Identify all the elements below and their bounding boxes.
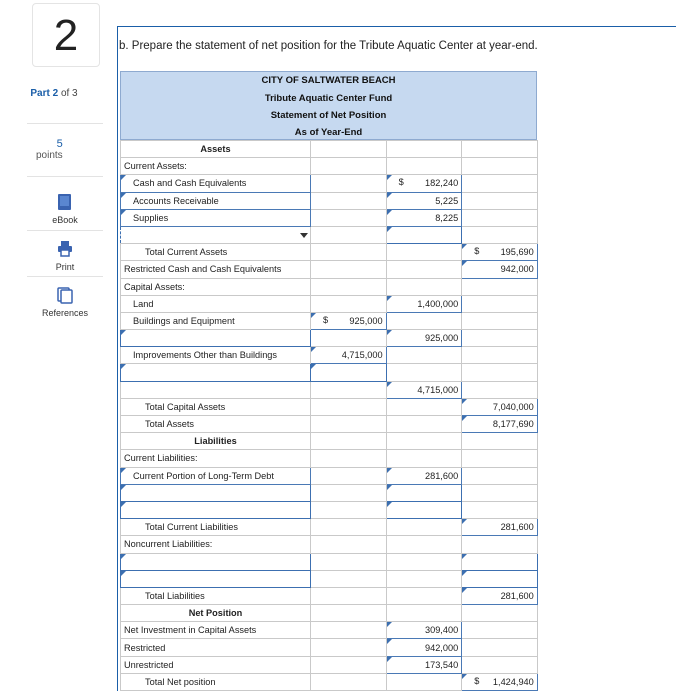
amount-c2: [386, 673, 462, 690]
row-label-text: Unrestricted: [124, 659, 174, 670]
row-label-text: Current Assets:: [124, 161, 187, 172]
divider: [27, 276, 103, 277]
amount-c2[interactable]: [386, 209, 462, 226]
amount-c3[interactable]: [462, 570, 538, 587]
amount-c2[interactable]: [386, 501, 462, 518]
table-row: [121, 501, 538, 518]
table-row: [121, 450, 538, 467]
references-label: References: [41, 308, 89, 318]
amount-value: 8,177,690: [492, 419, 534, 430]
amount-value: 1,400,000: [417, 298, 459, 309]
amount-c2: [386, 364, 462, 381]
amount-value: 4,715,000: [341, 350, 383, 361]
amount-c3[interactable]: [462, 553, 538, 570]
table-row: [121, 416, 538, 433]
amount-value: 182,240: [424, 178, 459, 189]
row-label-text: Total Net position: [145, 676, 216, 687]
dollar-sign: $: [474, 675, 480, 686]
table-row: [121, 209, 538, 226]
amount-c3[interactable]: [462, 416, 538, 433]
row-label-text: Total Liabilities: [145, 590, 205, 601]
amount-c1: [311, 605, 387, 622]
row-label: [121, 450, 311, 467]
amount-c3[interactable]: [462, 587, 538, 604]
part-indicator: [0, 88, 108, 99]
amount-value: 281,600: [500, 590, 534, 601]
amount-c1: [311, 553, 387, 570]
table-row: [121, 605, 538, 622]
points: [36, 138, 63, 162]
amount-value: 7,040,000: [492, 401, 534, 412]
amount-c3: [462, 364, 538, 381]
amount-c3: [462, 484, 538, 501]
amount-c3[interactable]: [462, 398, 538, 415]
amount-c2: [386, 553, 462, 570]
table-row: [121, 295, 538, 312]
row-label-text: Net Position: [188, 608, 243, 619]
amount-c1: [311, 570, 387, 587]
amount-c3[interactable]: [462, 244, 538, 261]
question-border: [117, 26, 118, 691]
amount-c1: [311, 261, 387, 278]
row-label[interactable]: [121, 209, 311, 226]
amount-c3: [462, 536, 538, 553]
row-label-text: Total Assets: [145, 419, 195, 430]
part-current: 2: [52, 88, 59, 99]
amount-c1: [311, 209, 387, 226]
table-row: [121, 398, 538, 415]
row-label-text: Capital Assets:: [124, 281, 185, 292]
points-label: points: [36, 150, 63, 161]
table-row: [121, 673, 538, 690]
amount-c1: [311, 192, 387, 209]
amount-c2: [386, 347, 462, 364]
amount-c3: [462, 141, 538, 158]
ebook-icon: [56, 193, 74, 211]
statement-grid: [120, 140, 538, 691]
row-label: [121, 536, 311, 553]
amount-c2: [386, 450, 462, 467]
amount-c1: [311, 656, 387, 673]
amount-value: 281,600: [424, 470, 459, 481]
table-row: [121, 278, 538, 295]
table-row: [121, 364, 538, 381]
amount-c1: [311, 484, 387, 501]
amount-value: 4,715,000: [417, 384, 459, 395]
amount-c1: [311, 175, 387, 192]
amount-c1[interactable]: [311, 347, 387, 364]
row-label[interactable]: [121, 501, 311, 518]
amount-c1: [311, 295, 387, 312]
table-row: [121, 570, 538, 587]
amount-value: 173,540: [424, 659, 459, 670]
question-top-border: [118, 26, 676, 27]
amount-value: 942,000: [424, 642, 459, 653]
amount-c3: [462, 158, 538, 175]
question-text: b. Prepare the statement of net position for the Tribute Aquatic Center at year-end.: [119, 40, 538, 52]
row-label: [121, 656, 311, 673]
question-number[interactable]: 2: [32, 3, 100, 67]
header-line: CITY OF SALTWATER BEACH: [261, 75, 396, 86]
amount-c3[interactable]: [462, 261, 538, 278]
amount-c2[interactable]: [386, 622, 462, 639]
row-label-text: Net Investment in Capital Assets: [124, 625, 257, 636]
amount-c1: [311, 467, 387, 484]
table-row: [121, 381, 538, 398]
row-label-text: Cash and Cash Equivalents: [133, 178, 247, 189]
table-row: [121, 553, 538, 570]
divider: [27, 176, 103, 177]
row-label-text: Land: [133, 298, 154, 309]
table-row: [121, 467, 538, 484]
divider: [27, 230, 103, 231]
part-label: Part: [30, 88, 50, 99]
table-row: [121, 226, 538, 243]
amount-c1: [311, 381, 387, 398]
row-label[interactable]: [121, 364, 311, 381]
statement-header: [120, 71, 537, 140]
amount-value: 5,225: [435, 195, 459, 206]
row-label-text: Buildings and Equipment: [133, 315, 235, 326]
row-label: [121, 261, 311, 278]
amount-c3: [462, 433, 538, 450]
amount-c1[interactable]: [311, 312, 387, 329]
print-label: Print: [55, 262, 75, 272]
row-label-text: Noncurrent Liabilities:: [124, 539, 213, 550]
row-label: [121, 605, 311, 622]
divider: [27, 123, 103, 124]
row-label: [121, 519, 311, 536]
part-of: of 3: [60, 88, 78, 99]
row-label-text: Restricted: [124, 642, 166, 653]
row-label-text: Assets: [200, 144, 231, 155]
amount-c3: [462, 312, 538, 329]
row-label[interactable]: [121, 570, 311, 587]
amount-c2: [386, 605, 462, 622]
row-label[interactable]: [121, 467, 311, 484]
table-row: [121, 175, 538, 192]
amount-c2: [386, 261, 462, 278]
amount-c2[interactable]: [386, 192, 462, 209]
amount-c3: [462, 192, 538, 209]
amount-c2: [386, 570, 462, 587]
amount-c2: [386, 398, 462, 415]
amount-c3: [462, 605, 538, 622]
amount-c2: [386, 536, 462, 553]
amount-c2[interactable]: [386, 639, 462, 656]
amount-c2: [386, 244, 462, 261]
amount-c2[interactable]: [386, 226, 462, 243]
amount-c2[interactable]: [386, 656, 462, 673]
row-label-text: Supplies: [133, 212, 169, 223]
table-row: [121, 484, 538, 501]
row-label[interactable]: [121, 330, 311, 347]
print-icon: [56, 240, 74, 258]
amount-c3: [462, 381, 538, 398]
row-label: [121, 639, 311, 656]
account-select[interactable]: [121, 226, 311, 243]
amount-c2: [386, 587, 462, 604]
sidebar: [0, 0, 108, 691]
table-row: [121, 639, 538, 656]
amount-c3: [462, 467, 538, 484]
ebook-label: eBook: [52, 215, 78, 225]
row-label: [121, 433, 311, 450]
print-button[interactable]: [27, 240, 103, 272]
row-label[interactable]: [121, 175, 311, 192]
table-row: [121, 158, 538, 175]
row-label-text: Restricted Cash and Cash Equivalents: [124, 264, 282, 275]
amount-c2: [386, 141, 462, 158]
row-label-text: Improvements Other than Buildings: [133, 350, 278, 361]
amount-c1: [311, 501, 387, 518]
amount-c2[interactable]: [386, 381, 462, 398]
amount-c2: [386, 158, 462, 175]
amount-value: 925,000: [424, 333, 459, 344]
amount-value: 309,400: [424, 625, 459, 636]
amount-c3: [462, 450, 538, 467]
row-label-text: Total Capital Assets: [145, 401, 226, 412]
amount-c1: [311, 673, 387, 690]
row-label: [121, 278, 311, 295]
statement-of-net-position: [120, 71, 538, 691]
amount-value: 195,690: [500, 247, 534, 258]
amount-c3: [462, 639, 538, 656]
amount-c1: [311, 278, 387, 295]
amount-c3[interactable]: [462, 519, 538, 536]
amount-c3[interactable]: [462, 673, 538, 690]
table-row: [121, 656, 538, 673]
amount-c3: [462, 295, 538, 312]
amount-c1: [311, 226, 387, 243]
row-label: [121, 312, 311, 329]
amount-c3: [462, 209, 538, 226]
amount-c1: [311, 416, 387, 433]
header-line: Tribute Aquatic Center Fund: [264, 93, 393, 104]
amount-c3: [462, 622, 538, 639]
row-label: [121, 381, 311, 398]
amount-c1: [311, 536, 387, 553]
row-label: [121, 673, 311, 690]
amount-c1: [311, 244, 387, 261]
amount-c1[interactable]: [311, 364, 387, 381]
amount-value: 942,000: [500, 264, 534, 275]
table-row: [121, 433, 538, 450]
dollar-sign: $: [398, 177, 404, 188]
amount-c3: [462, 501, 538, 518]
amount-c2[interactable]: [386, 175, 462, 192]
amount-c1: [311, 519, 387, 536]
amount-c3: [462, 347, 538, 364]
amount-c3: [462, 175, 538, 192]
amount-c2[interactable]: [386, 484, 462, 501]
amount-c2: [386, 416, 462, 433]
amount-c1: [311, 639, 387, 656]
amount-value: 1,424,940: [492, 676, 534, 687]
amount-c2[interactable]: [386, 330, 462, 347]
amount-c2[interactable]: [386, 295, 462, 312]
row-label: [121, 158, 311, 175]
row-label-text: Liabilities: [194, 436, 237, 447]
row-label-text: Accounts Receivable: [133, 195, 219, 206]
row-label-text: Total Current Assets: [145, 247, 228, 258]
row-label: [121, 295, 311, 312]
amount-value: 281,600: [500, 522, 534, 533]
amount-c1: [311, 158, 387, 175]
table-row: [121, 192, 538, 209]
table-row: [121, 347, 538, 364]
table-row: [121, 141, 538, 158]
amount-c2: [386, 433, 462, 450]
row-label: [121, 622, 311, 639]
amount-value: 925,000: [349, 315, 383, 326]
amount-c3: [462, 278, 538, 295]
amount-c2: [386, 519, 462, 536]
ebook-button[interactable]: [27, 193, 103, 225]
row-label-text: Total Current Liabilities: [145, 522, 238, 533]
table-row: [121, 261, 538, 278]
table-row: [121, 536, 538, 553]
table-row: [121, 587, 538, 604]
header-line: Statement of Net Position: [270, 110, 387, 121]
row-label: [121, 347, 311, 364]
row-label: [121, 416, 311, 433]
amount-c1: [311, 587, 387, 604]
dollar-sign: $: [323, 314, 329, 325]
chevron-down-icon: [300, 233, 308, 238]
row-label[interactable]: [121, 553, 311, 570]
amount-c3: [462, 226, 538, 243]
row-label: [121, 398, 311, 415]
amount-c1: [311, 141, 387, 158]
amount-c1: [311, 622, 387, 639]
row-label-text: Current Portion of Long-Term Debt: [133, 470, 274, 481]
table-row: [121, 312, 538, 329]
row-label-text: Current Liabilities:: [124, 453, 198, 464]
row-label[interactable]: [121, 484, 311, 501]
table-row: [121, 244, 538, 261]
header-line: As of Year-End: [294, 127, 363, 138]
references-button[interactable]: [27, 286, 103, 318]
amount-c2: [386, 312, 462, 329]
table-row: [121, 622, 538, 639]
points-value: 5: [56, 138, 63, 150]
table-row: [121, 519, 538, 536]
row-label: [121, 141, 311, 158]
amount-c3: [462, 656, 538, 673]
amount-c1: [311, 450, 387, 467]
amount-c2[interactable]: [386, 467, 462, 484]
amount-c1: [311, 433, 387, 450]
row-label: [121, 587, 311, 604]
row-label[interactable]: [121, 192, 311, 209]
references-icon: [56, 286, 74, 304]
amount-c2: [386, 278, 462, 295]
dollar-sign: $: [474, 246, 480, 257]
amount-value: 8,225: [435, 212, 459, 223]
amount-c1: [311, 398, 387, 415]
amount-c1: [311, 330, 387, 347]
amount-c3: [462, 330, 538, 347]
table-row: [121, 330, 538, 347]
row-label: [121, 244, 311, 261]
